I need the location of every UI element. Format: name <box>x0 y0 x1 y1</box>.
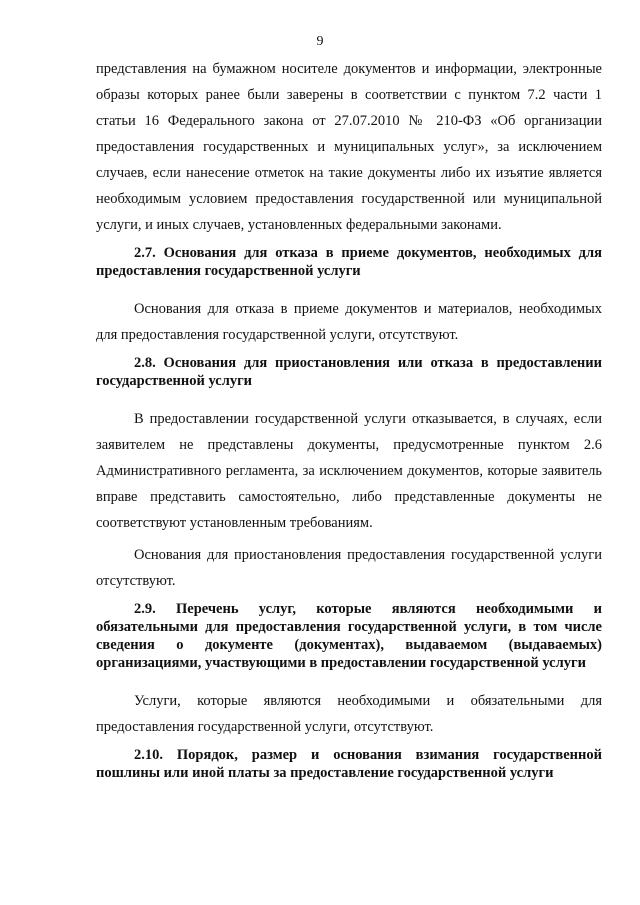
paragraph-2-9: Услуги, которые являются необходимыми и обязательными для предоставления государственной услуги, отсутствуют. <box>96 693 602 735</box>
document-body <box>96 56 602 782</box>
paragraph-2-8-suspension: Основания для приостановления предоставления государственной услуги отсутствуют. <box>96 547 602 589</box>
section-heading-2-7: 2.7. Основания для отказа в приеме документов, необходимых для предоставления государственной услуги <box>96 245 602 279</box>
section-heading-2-8: 2.8. Основания для приостановления или отказа в предоставлении государственной услуги <box>96 355 602 389</box>
page-number: 9 <box>316 34 324 49</box>
section-heading-2-10: 2.10. Порядок, размер и основания взимания государственной пошлины или иной платы за предоставление государственной услуги <box>96 747 602 781</box>
paragraph-continuation: представления на бумажном носителе документов и информации, электронные образы которых ранее были заверены в соответствии с пунктом 7.2 части 1 статьи 16 Федерального закона от 27.07.2010 № 210-ФЗ «Об организации предоставления государственных и муниципальных услуг», за исключением случаев, если нанесение отметок на такие документы либо их изъятие является необходимым условием предоставления государственной или муниципальной услуги, и иных случаев, установленных федеральными законами. <box>96 61 602 233</box>
paragraph-2-8-refusal: В предоставлении государственной услуги отказывается, в случаях, если заявителем не представлены документы, предусмотренные пунктом 2.6 Административного регламента, за исключением документов, которые заявитель вправе представить самостоятельно, либо представленные документы не соответствуют установленным требованиям. <box>96 411 602 531</box>
section-heading-2-9: 2.9. Перечень услуг, которые являются необходимыми и обязательными для предоставления государственной услуги, в том числе сведения о документе (документах), выдаваемом (выдаваемых) организациями, участвующими в предоставлении государственной услуги <box>96 601 602 671</box>
paragraph-2-7: Основания для отказа в приеме документов и материалов, необходимых для предоставления государственной услуги, отсутствуют. <box>96 301 602 343</box>
